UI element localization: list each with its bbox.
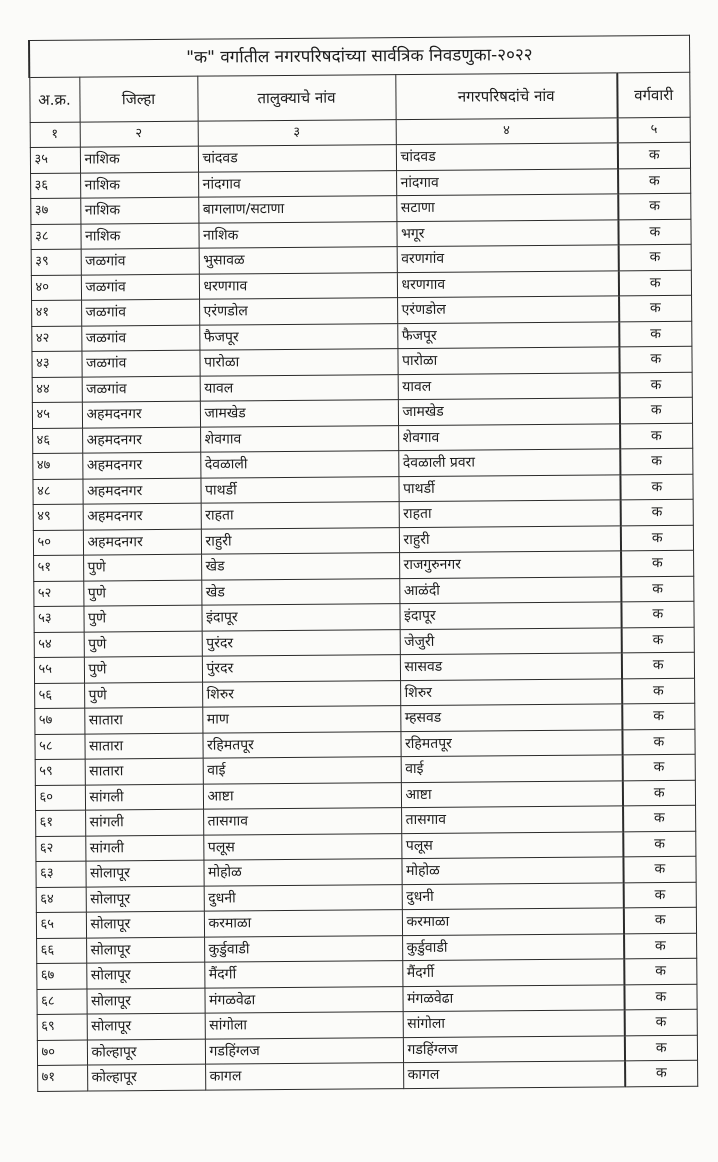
serial-cell: ५३: [33, 606, 83, 632]
district-cell: कोल्हापूर: [87, 1064, 205, 1090]
table-title: "क" वर्गातील नगरपरिषदांच्या सार्वत्रिक निवडणुका-२०२२: [29, 35, 689, 77]
council-cell: यावल: [398, 372, 620, 399]
serial-cell: ७०: [37, 1040, 87, 1066]
category-cell: क: [623, 780, 695, 806]
municipal-council-table: [28, 35, 698, 1092]
header-category: वर्गवारी: [617, 72, 689, 118]
category-cell: क: [624, 882, 696, 908]
council-cell: सांगोला: [403, 1010, 625, 1037]
taluka-cell: खेड: [201, 578, 399, 605]
serial-cell: ४३: [31, 351, 81, 377]
council-cell: कागल: [403, 1061, 625, 1088]
taluka-cell: सांगोला: [205, 1012, 403, 1039]
council-cell: एरंणडोल: [397, 296, 619, 323]
taluka-cell: बागलाण/सटाणा: [198, 196, 396, 223]
serial-cell: ४५: [32, 402, 82, 428]
category-cell: क: [623, 754, 695, 780]
category-cell: क: [623, 831, 695, 857]
council-cell: मोहोळ: [401, 857, 623, 884]
taluka-cell: नांदगाव: [198, 170, 396, 197]
serial-cell: ४७: [32, 453, 82, 479]
serial-cell: ३७: [30, 198, 80, 224]
council-cell: तासगाव: [401, 806, 623, 833]
taluka-cell: देवळाली: [200, 451, 398, 478]
category-cell: क: [624, 907, 696, 933]
council-cell: रहिमतपूर: [400, 729, 622, 756]
taluka-cell: पुरंदर: [202, 629, 400, 656]
header-serial: अ.क्र.: [29, 77, 79, 122]
category-cell: क: [623, 805, 695, 831]
district-cell: नाशिक: [80, 146, 198, 172]
category-cell: क: [624, 958, 696, 984]
serial-cell: ६४: [36, 887, 86, 913]
category-cell: क: [619, 270, 691, 296]
district-cell: कोल्हापूर: [87, 1039, 205, 1065]
serial-cell: ६०: [35, 785, 85, 811]
council-cell: राहुरी: [399, 525, 621, 552]
council-cell: राहता: [399, 500, 621, 527]
district-cell: पुणे: [83, 554, 201, 580]
category-cell: क: [618, 219, 690, 245]
category-cell: क: [624, 933, 696, 959]
taluka-cell: फैजपूर: [199, 323, 397, 350]
council-cell: म्हसवड: [400, 704, 622, 731]
council-cell: कुर्डुवाडी: [402, 933, 624, 960]
council-cell: वरणगांव: [397, 245, 619, 272]
district-cell: जळगांव: [81, 325, 199, 351]
category-cell: क: [620, 448, 692, 474]
serial-cell: ५७: [34, 708, 84, 734]
council-cell: शिरुर: [400, 678, 622, 705]
district-cell: सोलापूर: [86, 937, 204, 963]
category-cell: क: [622, 703, 694, 729]
council-cell: फैजपूर: [397, 321, 619, 348]
category-cell: क: [619, 346, 691, 372]
serial-cell: ५४: [34, 632, 84, 658]
district-cell: सोलापूर: [86, 962, 204, 988]
taluka-cell: कुर्डुवाडी: [204, 935, 402, 962]
council-cell: आळंदी: [399, 576, 621, 603]
district-cell: अहमदनगर: [83, 503, 201, 529]
taluka-cell: शिरुर: [202, 680, 400, 707]
district-cell: सातारा: [85, 758, 203, 784]
serial-cell: ४०: [31, 275, 81, 301]
district-cell: पुणे: [84, 656, 202, 682]
header-row: [29, 72, 689, 122]
category-cell: क: [625, 1009, 697, 1035]
council-cell: नांदगाव: [396, 168, 618, 195]
district-cell: सोलापूर: [86, 886, 204, 912]
column-number: १: [30, 122, 80, 147]
taluka-cell: राहुरी: [201, 527, 399, 554]
taluka-cell: एरंणडोल: [199, 298, 397, 325]
serial-cell: ४२: [31, 326, 81, 352]
taluka-cell: मैंदर्गी: [204, 961, 402, 988]
serial-cell: ५६: [34, 683, 84, 709]
district-cell: सोलापूर: [86, 911, 204, 937]
district-cell: जळगांव: [81, 274, 199, 300]
category-cell: क: [619, 244, 691, 270]
serial-cell: ६९: [37, 1014, 87, 1040]
category-cell: क: [619, 321, 691, 347]
taluka-cell: पाथर्डी: [200, 476, 398, 503]
district-cell: अहमदनगर: [82, 427, 200, 453]
election-list-sheet: [28, 35, 696, 1092]
table-body: [30, 142, 697, 1091]
council-cell: भगूर: [396, 219, 618, 246]
council-cell: पारोळा: [397, 347, 619, 374]
category-cell: क: [621, 550, 693, 576]
serial-cell: ६५: [36, 912, 86, 938]
district-cell: जळगांव: [81, 350, 199, 376]
serial-cell: ५२: [33, 581, 83, 607]
serial-cell: ५९: [35, 759, 85, 785]
category-cell: क: [621, 525, 693, 551]
column-number: २: [80, 121, 198, 147]
council-cell: जामखेड: [398, 398, 620, 425]
district-cell: अहमदनगर: [82, 478, 200, 504]
taluka-cell: पुंरदर: [202, 655, 400, 682]
taluka-cell: नाशिक: [198, 221, 396, 248]
taluka-cell: गडहिंग्लज: [205, 1037, 403, 1064]
serial-cell: ६१: [35, 810, 85, 836]
taluka-cell: धरणगाव: [199, 272, 397, 299]
column-number: ४: [396, 118, 618, 145]
serial-cell: ४४: [32, 377, 82, 403]
district-cell: सांगली: [85, 809, 203, 835]
taluka-cell: आष्टा: [203, 782, 401, 809]
taluka-cell: पारोळा: [199, 349, 397, 376]
category-cell: क: [622, 729, 694, 755]
council-cell: शेवगाव: [398, 423, 620, 450]
district-cell: जळगांव: [81, 248, 199, 274]
district-cell: जळगांव: [82, 376, 200, 402]
council-cell: जेजुरी: [400, 627, 622, 654]
council-cell: पाथर्डी: [398, 474, 620, 501]
taluka-cell: शेवगाव: [200, 425, 398, 452]
council-cell: चांदवड: [396, 143, 618, 170]
category-cell: क: [618, 142, 690, 168]
category-cell: क: [620, 397, 692, 423]
category-cell: क: [620, 474, 692, 500]
serial-cell: ६८: [36, 989, 86, 1015]
taluka-cell: कागल: [205, 1063, 403, 1090]
serial-cell: ४६: [32, 428, 82, 454]
district-cell: जळगांव: [81, 299, 199, 325]
council-cell: सासवड: [400, 653, 622, 680]
district-cell: पुणे: [84, 682, 202, 708]
district-cell: अहमदनगर: [82, 401, 200, 427]
category-cell: क: [620, 423, 692, 449]
header-council: नगरपरिषदांचे नांव: [395, 73, 617, 120]
serial-cell: ६३: [35, 861, 85, 887]
serial-cell: ४८: [32, 479, 82, 505]
district-cell: सोलापूर: [85, 860, 203, 886]
district-cell: नाशिक: [80, 197, 198, 223]
district-cell: अहमदनगर: [83, 529, 201, 555]
serial-cell: ५८: [34, 734, 84, 760]
district-cell: अहमदनगर: [82, 452, 200, 478]
serial-cell: ३९: [31, 249, 81, 275]
council-cell: मैंदर्गी: [402, 959, 624, 986]
council-cell: करमाळा: [402, 908, 624, 935]
council-cell: आष्टा: [401, 780, 623, 807]
council-cell: सटाणा: [396, 194, 618, 221]
district-cell: पुणे: [83, 605, 201, 631]
taluka-cell: इंदापूर: [201, 604, 399, 631]
council-cell: वाई: [401, 755, 623, 782]
taluka-cell: तासगाव: [203, 808, 401, 835]
district-cell: नाशिक: [80, 223, 198, 249]
district-cell: पुणे: [84, 631, 202, 657]
council-cell: मंगळवेढा: [402, 984, 624, 1011]
category-cell: क: [620, 372, 692, 398]
category-cell: क: [625, 1060, 697, 1086]
taluka-cell: रहिमतपूर: [202, 731, 400, 758]
category-cell: क: [621, 499, 693, 525]
category-cell: क: [618, 193, 690, 219]
taluka-cell: राहता: [201, 502, 399, 529]
taluka-cell: करमाळा: [204, 910, 402, 937]
serial-cell: ३६: [30, 173, 80, 199]
category-cell: क: [622, 627, 694, 653]
council-cell: दुधनी: [402, 882, 624, 909]
district-cell: पुणे: [83, 580, 201, 606]
taluka-cell: खेड: [201, 553, 399, 580]
taluka-cell: माण: [202, 706, 400, 733]
council-cell: पलूस: [401, 831, 623, 858]
district-cell: नाशिक: [80, 172, 198, 198]
category-cell: क: [622, 678, 694, 704]
district-cell: सांगली: [85, 784, 203, 810]
category-cell: क: [621, 601, 693, 627]
taluka-cell: मंगळवेढा: [204, 986, 402, 1013]
serial-cell: ६७: [36, 963, 86, 989]
district-cell: सातारा: [84, 733, 202, 759]
council-cell: गडहिंग्लज: [403, 1035, 625, 1062]
taluka-cell: चांदवड: [198, 145, 396, 172]
table-row: [37, 1060, 697, 1091]
serial-cell: ४१: [31, 300, 81, 326]
taluka-cell: दुधनी: [204, 884, 402, 911]
category-cell: क: [621, 576, 693, 602]
serial-cell: ७१: [37, 1065, 87, 1091]
taluka-cell: पलूस: [203, 833, 401, 860]
council-cell: धरणगाव: [397, 270, 619, 297]
category-cell: क: [619, 295, 691, 321]
district-cell: सांगली: [85, 835, 203, 861]
serial-cell: ६२: [35, 836, 85, 862]
category-cell: क: [624, 984, 696, 1010]
category-cell: क: [623, 856, 695, 882]
council-cell: इंदापूर: [399, 602, 621, 629]
district-cell: सातारा: [84, 707, 202, 733]
column-number: ५: [618, 117, 690, 143]
district-cell: सोलापूर: [86, 988, 204, 1014]
category-cell: क: [622, 652, 694, 678]
taluka-cell: वाई: [203, 757, 401, 784]
council-cell: देवळाली प्रवरा: [398, 449, 620, 476]
category-cell: क: [625, 1035, 697, 1061]
council-cell: राजगुरुनगर: [399, 551, 621, 578]
serial-cell: ३५: [30, 147, 80, 173]
taluka-cell: यावल: [200, 374, 398, 401]
header-taluka: तालुक्याचे नांव: [197, 75, 395, 122]
taluka-cell: मोहोळ: [203, 859, 401, 886]
serial-cell: ३८: [30, 224, 80, 250]
taluka-cell: भुसावळ: [199, 247, 397, 274]
header-district: जिल्हा: [79, 76, 197, 122]
district-cell: सोलापूर: [87, 1013, 205, 1039]
serial-cell: ६६: [36, 938, 86, 964]
serial-cell: ५५: [34, 657, 84, 683]
taluka-cell: जामखेड: [200, 400, 398, 427]
serial-cell: ४९: [33, 504, 83, 530]
serial-cell: ५१: [33, 555, 83, 581]
column-number: ३: [198, 120, 396, 147]
category-cell: क: [618, 168, 690, 194]
serial-cell: ५०: [33, 530, 83, 556]
